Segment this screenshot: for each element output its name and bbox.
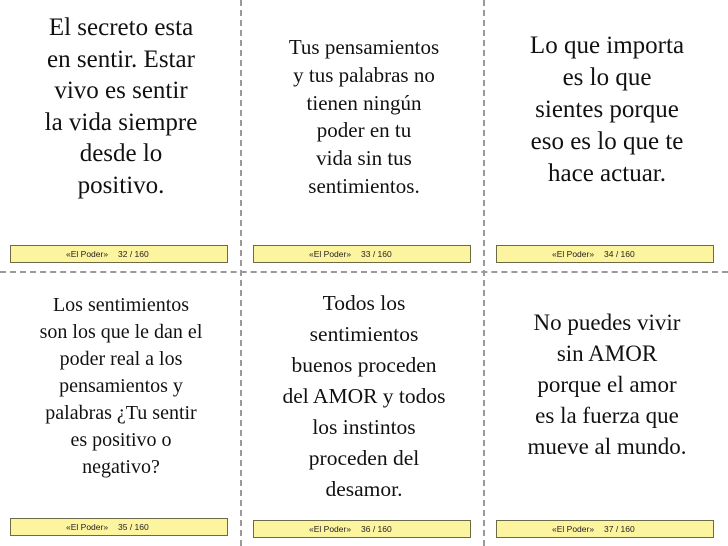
footer-title: «El Poder»	[552, 524, 595, 534]
card-34	[486, 0, 728, 272]
card-footer	[496, 520, 714, 538]
footer-title: «El Poder»	[66, 249, 109, 259]
card-quote: Tus pensamientos y tus palabras no tienen ningún poder en tu vida sin tus sentimientos.	[288, 35, 440, 198]
card-quote: No puedes vivir sin AMOR porque el amor es la fuerza que mueve al mundo.	[527, 310, 687, 459]
card-quote: El secreto esta en sentir. Estar vivo es sentir la vida siempre desde lo positivo.	[44, 14, 198, 199]
card-32	[0, 0, 242, 272]
footer-title: «El Poder»	[309, 524, 352, 534]
footer-title: «El Poder»	[66, 522, 109, 532]
footer-page-number: 34 / 160	[604, 249, 635, 259]
footer-page-number: 35 / 160	[118, 522, 149, 532]
footer-title: «El Poder»	[552, 249, 595, 259]
card-quote: Todos los sentimientos buenos proceden del AMOR y todos los instintos proceden del desamor.	[282, 291, 446, 501]
card-33	[243, 0, 485, 272]
footer-page-number: 36 / 160	[361, 524, 392, 534]
card-footer	[253, 245, 471, 263]
card-35	[0, 274, 242, 546]
card-footer	[10, 245, 228, 263]
card-36	[243, 274, 485, 546]
card-footer	[496, 245, 714, 263]
card-footer	[253, 520, 471, 538]
card-quote: Los sentimientos son los que le dan el poder real a los pensamientos y palabras ¿Tu sentir es positivo o negativo?	[39, 294, 203, 478]
card-37	[486, 274, 728, 546]
footer-page-number: 37 / 160	[604, 524, 635, 534]
card-quote: Lo que importa es lo que sientes porque eso es lo que te hace actuar.	[529, 32, 685, 187]
footer-page-number: 32 / 160	[118, 249, 149, 259]
card-footer	[10, 518, 228, 536]
footer-page-number: 33 / 160	[361, 249, 392, 259]
footer-title: «El Poder»	[309, 249, 352, 259]
